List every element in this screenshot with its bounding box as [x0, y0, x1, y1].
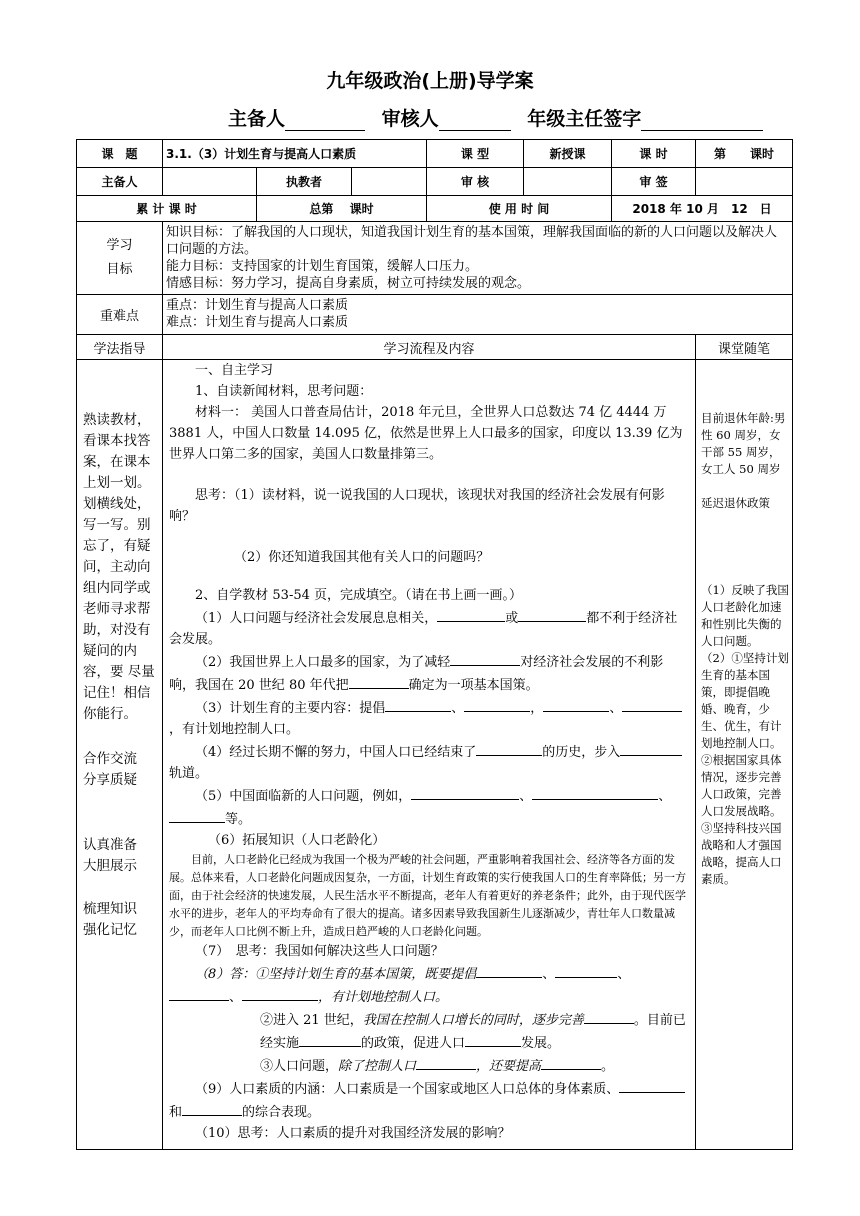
q5-blank-1[interactable]: [411, 784, 519, 800]
preparer-blank[interactable]: [285, 110, 365, 131]
guide-present-2: 大胆展示: [83, 858, 137, 874]
q8-blank-1[interactable]: [476, 962, 542, 978]
emotion-objective: 情感目标：努力学习，提高自身素质，树立可持续发展的观念。: [166, 276, 531, 291]
note-answer-2: （2）①坚持计划生育的基本国策，即提倡晚婚、晚育，少生、优生，有计划地控制人口。②根据国家具体情况，逐步完善人口政策，完善人口发展战略。③坚持科技兴国战略和人才强国战略，提高人口素质。: [701, 651, 789, 886]
reviewer-blank[interactable]: [439, 110, 511, 131]
guide-column: [77, 360, 163, 1150]
q2-text-b: 对经济社会发展的不利影响，我国在 20 世纪 80 年代把: [169, 655, 664, 693]
q5-sep-2: 、: [658, 789, 672, 804]
q1-text-c: 都不利于经济社会发展。: [169, 611, 678, 647]
q8-text-c3: 。目前已经实施: [260, 1013, 686, 1051]
use-time-label: 使 用 时 间: [427, 196, 612, 222]
q8-blank-6[interactable]: [299, 1031, 361, 1047]
total-periods: 总第 课时: [257, 196, 427, 222]
q8-sep-1: 、: [542, 967, 556, 982]
q1-text-a: （1）人口问题与经济社会发展息息相关，: [195, 611, 438, 626]
preparer-cell-value[interactable]: [163, 168, 257, 196]
q3-blank-1[interactable]: [385, 696, 451, 712]
director-label: 年级主任签字: [527, 108, 642, 130]
q8-text-c4: 的政策，促进人口: [361, 1036, 466, 1051]
guide-cooperate-2: 分享质疑: [83, 772, 137, 788]
note-retirement-age: 目前退休年龄:男性 60 周岁，女干部 55 周岁，女工人 50 周岁: [701, 411, 786, 476]
note-answer-1: （1）反映了我国人口老龄化加速和性别比失衡的人口问题。: [701, 583, 789, 648]
keypoints-label: 重难点: [77, 295, 163, 335]
executor-value[interactable]: [352, 168, 427, 196]
q3-blank-4[interactable]: [622, 696, 682, 712]
objectives-content: [163, 222, 793, 295]
q3-sep-3: 、: [609, 701, 623, 716]
q8-text-a: （8）答：①坚持计划生育的基本国策，既要提倡: [195, 967, 477, 982]
guide-reading: 熟读教材，看课本找答案，在课本上划一划。划横线处，写一写。别忘了，有疑问，主动向组内同学或老师寻求帮助，对没有疑问的内容，要 尽量记住！相信你能行。: [83, 412, 155, 722]
q5-blank-2[interactable]: [532, 784, 658, 800]
q1-blank-1[interactable]: [437, 606, 505, 622]
material-one: 材料一： 美国人口普查局估计，2018 年元旦，全世界人口总数达 74 亿 4444 万 3881 人，中国人口数量 14.095 亿，依然是世界上人口最多的国家，印度以 13.39 亿为世界人口第二多的国家，美国人口数量排第三。: [169, 405, 683, 462]
header-content: 学习流程及内容: [163, 335, 696, 360]
objectives-label-2: 目标: [106, 262, 133, 277]
q8-blank-9[interactable]: [541, 1054, 601, 1070]
q5-blank-3[interactable]: [169, 807, 225, 823]
q4-blank-2[interactable]: [620, 740, 682, 756]
guide-present-1: 认真准备: [83, 837, 137, 853]
sign-label: 审 签: [612, 168, 696, 196]
q2-blank-2[interactable]: [349, 673, 409, 689]
q4-text-c: 轨道。: [169, 766, 209, 781]
type-value: 新授课: [524, 140, 612, 168]
difficult-point: 难点：计划生育与提高人口素质: [166, 315, 349, 330]
fill-question-5: [169, 784, 689, 830]
answer-8-part-2: [169, 1008, 689, 1054]
lesson-plan-table: [76, 139, 793, 1150]
type-label: 课 型: [427, 140, 524, 168]
q4-text-a: （4）经过长期不懈的努力，中国人口已经结束了: [195, 745, 477, 760]
question-7: （7） 思考：我国如何解决这些人口问题？: [195, 944, 444, 959]
q9-blank-1[interactable]: [619, 1077, 685, 1093]
q8-text-d2: 除了控制人口: [338, 1059, 417, 1074]
q8-blank-2[interactable]: [555, 962, 617, 978]
q3-blank-2[interactable]: [464, 696, 530, 712]
page-title: 九年级政治(上册)导学案: [326, 70, 534, 92]
director-blank[interactable]: [641, 110, 763, 131]
topic-value: 3.1.（3）计划生育与提高人口素质: [163, 140, 427, 168]
fill-question-4: [169, 740, 689, 784]
q2-blank-1[interactable]: [450, 650, 520, 666]
guide-review-1: 梳理知识: [83, 901, 137, 917]
signature-line: [228, 104, 763, 131]
step-read-news: 1、自读新闻材料，思考问题：: [195, 384, 373, 399]
executor-label: 执教者: [257, 168, 352, 196]
extension-text: 目前，人口老龄化已经成为我国一个极为严峻的社会问题，严重影响着我国社会、经济等各方面的发展。总体来看，人口老龄化问题成因复杂，一方面，计划生育政策的实行使我国人口的生育率降低；另一方面，由于社会经济的快速发展，人民生活水平不断提高，老年人有着更好的养老条件；此外，由于现代医学水平的进步，老年人的平均寿命有了很大的提高。诸多因素导致我国新生儿逐渐减少，青壮年人口数量减少，而老年人口比例不断上升，造成日趋严峻的人口老龄化问题。: [169, 853, 686, 938]
ability-objective: 能力目标：支持国家的计划生育国策，缓解人口压力。: [166, 259, 479, 274]
think-question-2: （2）你还知道我国其他有关人口的问题吗？: [234, 550, 490, 565]
knowledge-objective: 知识目标：了解我国的人口现状，知道我国计划生育的基本国策，理解我国面临的新的人口问题以及解决人口问题的方法。: [166, 225, 778, 257]
q3-blank-3[interactable]: [543, 696, 609, 712]
q2-text-a: （2）我国世界上人口最多的国家，为了减轻: [195, 655, 451, 670]
objectives-label-1: 学习: [106, 238, 133, 253]
period-label: 课 时: [612, 140, 696, 168]
sign-value[interactable]: [696, 168, 793, 196]
use-date: 2018 年 10 月 12 日: [612, 196, 793, 222]
notes-column: [696, 360, 793, 1150]
reviewer-label: 审核人: [381, 108, 439, 130]
answer-8-part-1: [169, 962, 689, 1008]
think-question-1: 思考：（1）读材料，说一说我国的人口现状，该现状对我国的经济社会发展有何影响？: [169, 488, 665, 524]
q8-text-c5: 发展。: [521, 1036, 561, 1051]
preparer-cell-label: 主备人: [77, 168, 163, 196]
keypoints-content: [163, 295, 793, 335]
review-label: 审 核: [427, 168, 524, 196]
q5-text-a: （5）中国面临新的人口问题，例如，: [195, 789, 412, 804]
q8-text-d3: ，还要提高: [476, 1059, 542, 1074]
q8-blank-8[interactable]: [416, 1054, 476, 1070]
q3-sep-1: 、: [451, 701, 465, 716]
step-self-study-textbook: 2、自学教材 53-54 页，完成填空。（请在书上画一画。）: [195, 588, 523, 603]
fill-question-3: [169, 696, 689, 740]
header-guide: 学法指导: [77, 335, 163, 360]
q4-text-b: 的历史，步入: [542, 745, 621, 760]
guide-review-2: 强化记忆: [83, 922, 137, 938]
topic-label: 课 题: [77, 140, 163, 168]
question-10: （10）思考：人口素质的提升对我国经济发展的影响？: [195, 1126, 511, 1141]
preparer-label: 主备人: [228, 108, 286, 130]
objectives-label: [77, 222, 163, 295]
q2-text-c: 确定为一项基本国策。: [408, 678, 539, 693]
q9-blank-2[interactable]: [182, 1100, 242, 1116]
question-9: [169, 1077, 689, 1123]
q3-text-b: ，有计划地控制人口。: [169, 722, 300, 737]
q5-sep: 、: [519, 789, 533, 804]
q8-text-d1: ③人口问题，: [260, 1059, 339, 1074]
q5-text-b: 等。: [225, 812, 252, 827]
q8-blank-7[interactable]: [465, 1031, 521, 1047]
q9-text-b: 和: [169, 1105, 183, 1120]
q4-blank-1[interactable]: [476, 740, 542, 756]
review-value[interactable]: [524, 168, 612, 196]
key-point: 重点：计划生育与提高人口素质: [166, 298, 349, 313]
cumulative-label: 累 计 课 时: [77, 196, 257, 222]
q8-text-b: ，有计划地控制人口。: [318, 990, 449, 1005]
q8-text-c1: ②进入 21 世纪，: [260, 1013, 363, 1028]
answer-8-part-3: [169, 1054, 689, 1077]
fill-question-2: [169, 650, 689, 696]
period-value: 第 课时: [696, 140, 793, 168]
q3-sep-2: ，: [530, 701, 544, 716]
q8-text-c2: 我国在控制人口增长的同时，逐步完善: [362, 1013, 584, 1028]
q9-text-c: 的综合表现。: [242, 1105, 321, 1120]
guide-cooperate-1: 合作交流: [83, 751, 137, 767]
q1-blank-2[interactable]: [518, 606, 586, 622]
q3-text-a: （3）计划生育的主要内容：提倡: [195, 701, 386, 716]
content-column: [163, 360, 696, 1150]
q8-sep-3: 、: [229, 990, 243, 1005]
header-notes: 课堂随笔: [696, 335, 793, 360]
extension-title: （6）拓展知识（人口老龄化）: [208, 833, 386, 848]
note-delay-retirement: 延迟退休政策: [701, 496, 771, 510]
q8-blank-3[interactable]: [169, 985, 229, 1001]
q8-sep-2: 、: [617, 967, 631, 982]
q8-blank-5[interactable]: [584, 1008, 634, 1024]
section-self-study: 一、自主学习: [195, 363, 274, 378]
fill-question-1: [169, 606, 689, 650]
q1-text-b: 或: [505, 611, 519, 626]
q9-text-a: （9）人口素质的内涵：人口素质是一个国家或地区人口总体的身体素质、: [195, 1082, 620, 1097]
q8-blank-4[interactable]: [242, 985, 318, 1001]
q8-text-d4: 。: [601, 1059, 615, 1074]
